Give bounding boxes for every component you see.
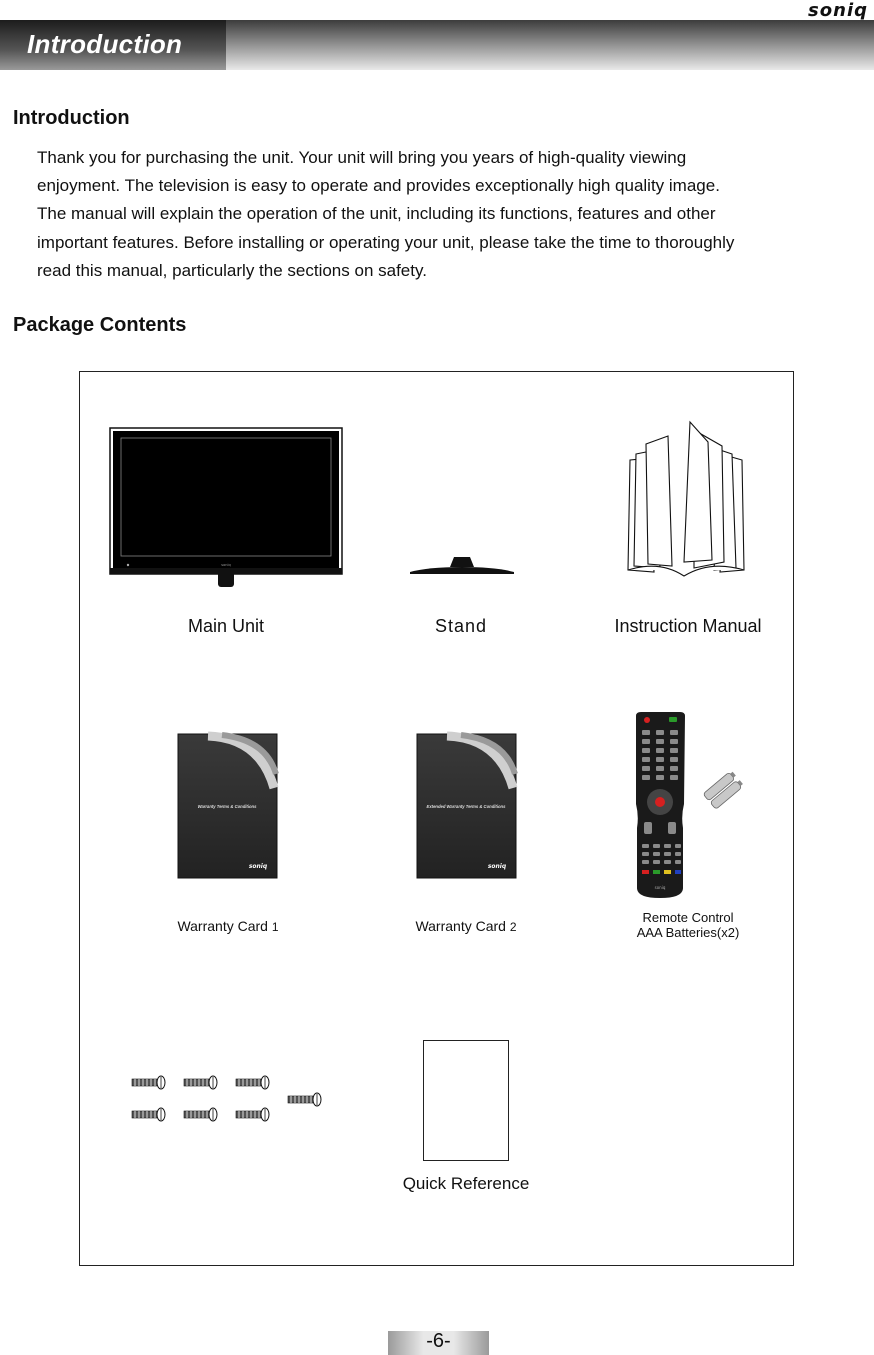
main-unit-label: Main Unit bbox=[187, 616, 265, 636]
remote-label bbox=[608, 910, 768, 940]
warranty-card-2-illustration bbox=[417, 734, 516, 878]
tv-illustration bbox=[110, 428, 342, 588]
warranty-card-1-brand: soniq bbox=[248, 863, 268, 870]
quick-reference-label: Quick Reference bbox=[402, 1174, 530, 1193]
package-heading: Package Contents bbox=[13, 314, 187, 336]
intro-paragraph bbox=[37, 144, 837, 285]
warranty-card-2-number: 2 bbox=[509, 920, 517, 934]
intro-line: read this manual, particularly the sections on safety. bbox=[37, 260, 427, 280]
warranty-card-2-brand: soniq bbox=[487, 863, 507, 870]
intro-heading: Introduction bbox=[13, 107, 130, 129]
warranty-card-1-number: 1 bbox=[271, 920, 279, 934]
manual-illustration bbox=[624, 420, 754, 580]
warranty-card-2-label bbox=[386, 918, 546, 934]
svg-text:soniq: soniq bbox=[221, 563, 231, 567]
warranty-card-1-illustration bbox=[178, 734, 277, 878]
batteries-label: AAA Batteries(x2) bbox=[636, 925, 740, 940]
intro-line: Thank you for purchasing the unit. Your unit will bring you years of high-quality viewing bbox=[37, 148, 687, 167]
intro-line: enjoyment. The television is easy to operate and provides exceptionally high quality image. bbox=[37, 176, 720, 196]
quick-reference-sheet bbox=[423, 1040, 509, 1161]
header-section-title: Introduction bbox=[27, 29, 183, 59]
remote-control-illustration bbox=[633, 712, 745, 900]
intro-line: important features. Before installing or operating your unit, please take the time to thoroughly bbox=[37, 232, 735, 252]
warranty-card-1-text: Warranty Card bbox=[177, 918, 268, 934]
stand-label: Stand bbox=[434, 616, 488, 636]
remote-control-label: Remote Control bbox=[642, 910, 734, 925]
brand-logo: soniq bbox=[808, 0, 868, 21]
instruction-manual-label: Instruction Manual bbox=[614, 616, 762, 636]
screws-illustration bbox=[132, 1077, 324, 1125]
warranty-card-1-cover-text: Warranty Terms & Conditions bbox=[197, 804, 257, 809]
warranty-card-1-label bbox=[148, 918, 308, 934]
intro-line: The manual will explain the operation of the unit, including its functions, features and other bbox=[37, 204, 716, 224]
svg-text:soniq: soniq bbox=[654, 885, 666, 890]
stand-illustration bbox=[408, 555, 516, 577]
page-number: -6- bbox=[426, 1330, 451, 1352]
warranty-card-2-cover-text: Extended Warranty Terms & Conditions bbox=[426, 804, 506, 809]
warranty-card-2-text: Warranty Card bbox=[415, 918, 506, 934]
